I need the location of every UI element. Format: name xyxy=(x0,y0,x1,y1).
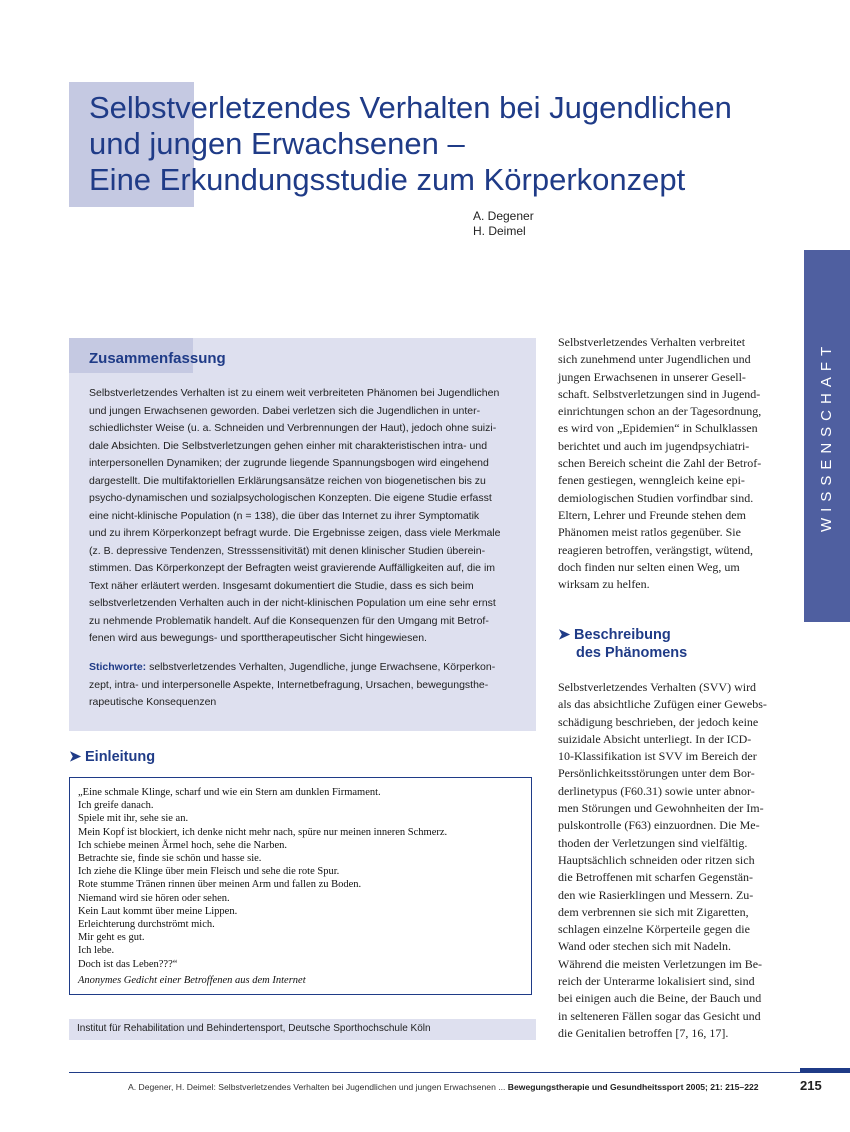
abstract-line: dargestellt. Die multifaktoriellen Erklärungsansätze reichen von biogenetischen bis zu xyxy=(89,474,486,487)
text-line: suizidale Absicht unterliegt. In der ICD- xyxy=(558,731,752,746)
poem-line: Betrachte sie, finde sie schön und hasse sie. xyxy=(78,853,262,865)
poem-line: Ich ziehe die Klinge über mein Fleisch und sehe die rote Spur. xyxy=(78,866,340,878)
footer-rule xyxy=(69,1072,850,1073)
abstract-line: stimmen. Das Körperkonzept der Befragten weist gravierende Auffälligkeiten auf, die im xyxy=(89,562,496,574)
keywords-line: zept, intra- und interpersonelle Aspekte, Internetbefragung, Ursachen, bewegungsthe- xyxy=(89,678,489,691)
text-line: Hauptsächlich schneiden oder ritzen sich xyxy=(558,852,755,867)
keywords xyxy=(89,659,517,712)
poem-line: Ich greife danach. xyxy=(78,800,154,812)
poem-line: Ich schiebe meinen Ärmel hoch, sehe die Narben. xyxy=(78,839,288,851)
abstract-line: dale Absichten. Die Selbstverletzungen gehen einher mit charakteristischen intra- und xyxy=(89,439,488,452)
title-line: Selbstverletzendes Verhalten bei Jugendlichen xyxy=(89,90,732,125)
section-tab-label: WISSENSCHAFT xyxy=(818,340,835,532)
text-line: pulskontrolle (F63) einzuordnen. Die Me- xyxy=(558,818,760,833)
text-line: Selbstverletzendes Verhalten verbreitet xyxy=(558,335,746,349)
section-heading-einleitung xyxy=(69,748,155,766)
abstract-heading: Zusammenfassung xyxy=(89,350,226,367)
poem-line: Ich lebe. xyxy=(78,945,115,957)
text-line: den wie Rasierklingen und Messern. Zu- xyxy=(558,887,754,902)
text-line: demiologischen Studien vorfindbar sind. xyxy=(558,490,754,505)
text-line: es wird von „Epidemien“ in Schulklassen xyxy=(558,421,758,436)
poem-line: Kein Laut kommt über meine Lippen. xyxy=(78,905,238,917)
abstract-line: (z. B. depressive Tendenzen, Stresssensitivität) mit denen klinischer Studien überein- xyxy=(89,544,486,557)
text-line: einrichtungen schon an der Tagesordnung, xyxy=(558,404,762,419)
section-heading-text: Beschreibung xyxy=(574,627,671,643)
text-line: schen Bereich scheint die Zahl der Betrof- xyxy=(558,456,762,471)
title-line: Eine Erkundungsstudie zum Körperkonzept xyxy=(89,162,686,197)
abstract-line: Text näher erläutert werden. Insgesamt dokumentiert die Studie, dass es sich beim xyxy=(89,579,474,592)
text-line: bei einigen auch die Beine, der Bauch und xyxy=(558,991,762,1006)
abstract-line: eine nicht-klinische Population (n = 138), die über das Internet zu ihrer Symptomatik xyxy=(89,509,480,522)
footer-citation xyxy=(128,1082,759,1092)
text-line: thoden der Verletzungen sind vielfältig. xyxy=(558,835,748,850)
text-line: Selbstverletzendes Verhalten (SVV) wird xyxy=(558,680,757,694)
abstract-line: und zu ihrem Körperkonzept befragt wurde. Die Ergebnisse zeigen, dass viele Merkmale xyxy=(89,527,501,539)
institution-text: Institut für Rehabilitation und Behindertensport, Deutsche Sporthochschule Köln xyxy=(77,1023,431,1034)
text-line: als das absichtliche Zufügen einer Gewebs- xyxy=(558,697,767,712)
text-line: Eltern, Lehrer und Freunde stehen dem xyxy=(558,507,746,522)
text-line: wirksam zu helfen. xyxy=(558,577,650,592)
footer-accent xyxy=(800,1068,850,1073)
poem-box xyxy=(69,777,532,995)
poem-line: Niemand wird sie hören oder sehen. xyxy=(78,892,230,904)
abstract-line: schiedlichster Weise (u. a. Schneiden und Verbrennungen der Haut), jedoch ohne suizi- xyxy=(89,422,497,434)
section-heading-beschreibung xyxy=(558,626,687,662)
abstract-line: psycho-dynamischen und sozialpsychologischen Konzepten. Die eigene Studie erfasst xyxy=(89,492,492,504)
abstract-text xyxy=(89,385,517,648)
title-line: und jungen Erwachsenen – xyxy=(89,126,465,161)
poem-line: Doch ist das Leben???“ xyxy=(78,958,178,970)
abstract-line: und jungen Erwachsenen geworden. Dabei verletzen sich die Jugendlichen in unter- xyxy=(89,404,481,417)
text-line: Während die meisten Verletzungen im Be- xyxy=(558,956,763,971)
abstract-line: selbstverletzenden Verhalten auch in der nicht-klinischen Population um eine sehr ernst xyxy=(89,597,496,609)
abstract-line: fenen wird aus bewegungs- und sporttherapeutischer Sicht hingewiesen. xyxy=(89,632,427,644)
poem-source: Anonymes Gedicht einer Betroffenen aus dem Internet xyxy=(78,975,306,986)
footer-authors-title: A. Degener, H. Deimel: Selbstverletzendes Verhalten bei Jugendlichen und jungen Erwachsenen ... xyxy=(128,1082,508,1092)
poem-line: Erleichterung durchströmt mich. xyxy=(78,919,215,931)
footer-journal: Bewegungstherapie und Gesundheitssport 2005; 21: 215–222 xyxy=(507,1082,759,1092)
author: H. Deimel xyxy=(473,224,526,238)
text-line: Phänomen meist ratlos gegenüber. Sie xyxy=(558,525,741,540)
poem-line: „Eine schmale Klinge, scharf und wie ein Stern am dunklen Firmament. xyxy=(78,787,381,798)
intro-paragraph xyxy=(558,334,780,593)
text-line: fenen gestiegen, wenngleich keine epi- xyxy=(558,473,745,488)
section-heading-text: Einleitung xyxy=(85,749,156,765)
text-line: Wand oder stechen sich mit Nadeln. xyxy=(558,939,731,954)
text-line: derlinetypus (F60.31) sowie unter abnor- xyxy=(558,783,755,798)
arrow-right-icon: ➤ xyxy=(69,749,82,765)
text-line: 10-Klassifikation ist SVV im Bereich der xyxy=(558,749,757,764)
text-line: in selteneren Fällen sogar das Gesicht und xyxy=(558,1008,761,1023)
text-line: doch finden nur selten einen Weg, um xyxy=(558,559,740,574)
page-number: 215 xyxy=(800,1078,822,1093)
keywords-text: selbstverletzendes Verhalten, Jugendliche, junge Erwachsene, Körperkon- xyxy=(146,661,496,673)
poem-line: Mein Kopf ist blockiert, ich denke nicht mehr nach, spüre nur meinen inneren Schmerz. xyxy=(78,826,448,838)
authors xyxy=(473,209,534,239)
poem-text xyxy=(78,786,523,971)
poem-line: Spiele mit ihr, sehe sie an. xyxy=(78,813,189,825)
abstract-line: interpersonellen Dynamiken; der zugrunde liegende Spannungsbogen wird eingehend xyxy=(89,457,489,469)
poem-line: Mir geht es gut. xyxy=(78,932,145,944)
poem-line: Rote stumme Tränen rinnen über meinen Arm und fallen zu Boden. xyxy=(78,879,362,891)
abstract-line: zu nehmende Problematik handelt. Auf die Konsequenzen für den Umgang mit Betrof- xyxy=(89,614,489,627)
text-line: die Genitalien betroffen [7, 16, 17]. xyxy=(558,1025,729,1040)
text-line: schlagen einzelne Körperteile gegen die xyxy=(558,922,750,937)
text-line: sich zunehmend unter Jugendlichen und xyxy=(558,352,751,367)
section-tab xyxy=(804,250,850,622)
keywords-label: Stichworte: xyxy=(89,661,147,673)
text-line: dem verbrennen sie sich mit Zigaretten, xyxy=(558,904,749,919)
svv-paragraph xyxy=(558,679,780,1042)
institution-bar xyxy=(69,1019,536,1040)
author: A. Degener xyxy=(473,209,534,223)
abstract-line: Selbstverletzendes Verhalten ist zu einem weit verbreiteten Phänomen bei Jugendlichen xyxy=(89,387,500,399)
text-line: men Störungen und Gewohnheiten der Im- xyxy=(558,801,764,816)
text-line: schädigung beschrieben, der jedoch keine xyxy=(558,714,759,729)
text-line: berichtet und auch im jugendpsychiatri- xyxy=(558,438,750,453)
section-heading-text: des Phänomens xyxy=(576,645,688,661)
article-title xyxy=(89,90,809,198)
text-line: reagieren betroffen, verängstigt, wütend, xyxy=(558,542,754,557)
text-line: Persönlichkeitsstörungen unter dem Bor- xyxy=(558,766,755,781)
text-line: reich der Unterarme lokalisiert sind, sind xyxy=(558,974,755,989)
keywords-line xyxy=(89,659,517,677)
text-line: die Betroffenen mit scharfen Gegenstän- xyxy=(558,870,754,885)
text-line: jungen Erwachsenen in unserer Gesell- xyxy=(558,369,746,384)
abstract-box xyxy=(69,338,536,731)
keywords-line: rapeutische Konsequenzen xyxy=(89,696,217,708)
arrow-right-icon: ➤ xyxy=(558,627,571,643)
text-line: schaft. Selbstverletzungen sind in Jugend- xyxy=(558,386,761,401)
